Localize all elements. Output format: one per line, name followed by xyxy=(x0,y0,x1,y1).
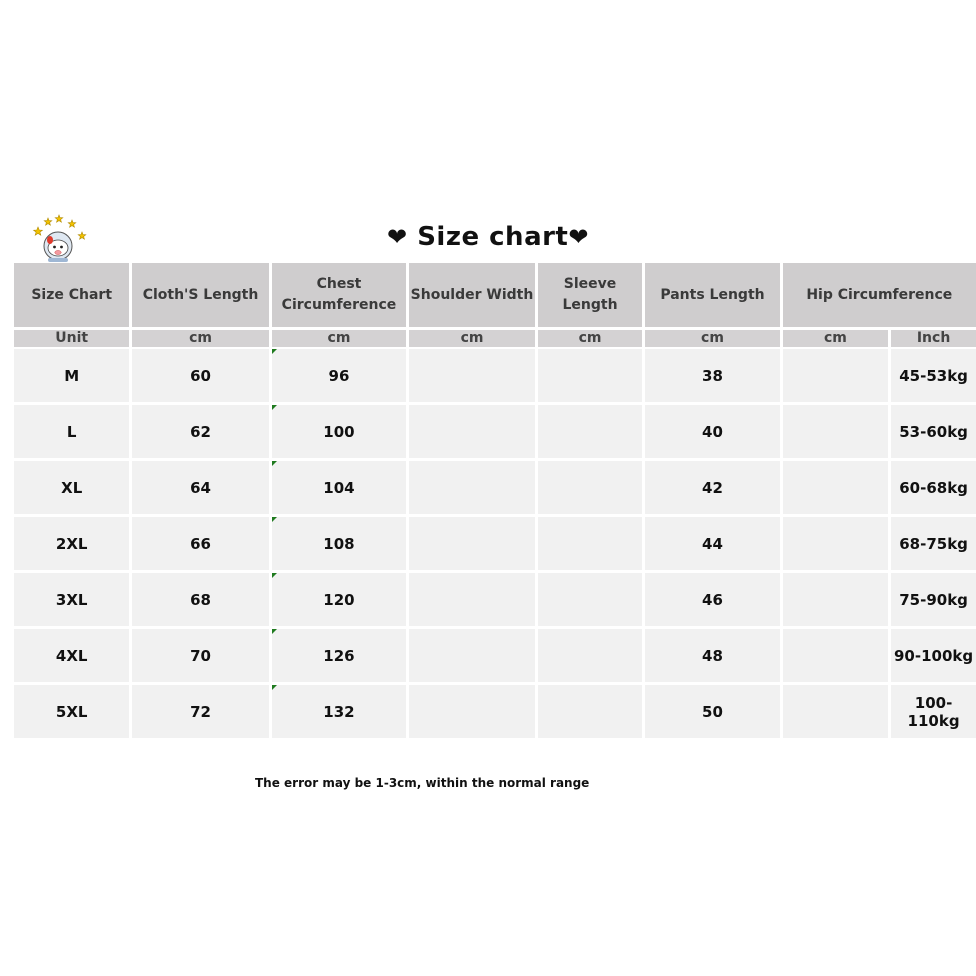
hip-cell xyxy=(783,461,892,517)
length-cell: 64 xyxy=(132,461,271,517)
pants-cell: 50 xyxy=(645,685,782,738)
comment-marker-icon xyxy=(272,685,277,690)
header-row xyxy=(14,263,976,330)
unit-row xyxy=(14,330,976,349)
weight-cell: 53-60kg xyxy=(891,405,976,461)
unit-cell: cm xyxy=(645,330,782,349)
header-cell: Chest Circumference xyxy=(272,263,410,330)
sleeve-cell xyxy=(538,349,646,405)
size-chart-table xyxy=(14,263,976,738)
pants-cell: 40 xyxy=(645,405,782,461)
length-cell: 68 xyxy=(132,573,271,629)
heart-icon: ❤ xyxy=(568,223,589,251)
table-row xyxy=(14,685,976,738)
weight-cell: 75-90kg xyxy=(891,573,976,629)
length-cell: 60 xyxy=(132,349,271,405)
weight-cell: 68-75kg xyxy=(891,517,976,573)
header-cell: Sleeve Length xyxy=(538,263,646,330)
sleeve-cell xyxy=(538,573,646,629)
table-row xyxy=(14,349,976,405)
chest-cell: 96 xyxy=(272,349,410,405)
table-row xyxy=(14,573,976,629)
length-cell: 72 xyxy=(132,685,271,738)
error-note: The error may be 1-3cm, within the normal range xyxy=(255,776,590,790)
weight-cell: 100-110kg xyxy=(891,685,976,738)
comment-marker-icon xyxy=(272,517,277,522)
size-cell: 5XL xyxy=(14,685,132,738)
chest-cell: 132 xyxy=(272,685,410,738)
weight-cell: 45-53kg xyxy=(891,349,976,405)
unit-cell: cm xyxy=(409,330,538,349)
hip-cell xyxy=(783,573,892,629)
comment-marker-icon xyxy=(272,349,277,354)
table-row xyxy=(14,517,976,573)
shoulder-cell xyxy=(409,461,538,517)
chest-cell: 126 xyxy=(272,629,410,685)
pants-cell: 42 xyxy=(645,461,782,517)
shoulder-cell xyxy=(409,629,538,685)
chest-cell: 104 xyxy=(272,461,410,517)
length-cell: 62 xyxy=(132,405,271,461)
size-cell: L xyxy=(14,405,132,461)
sleeve-cell xyxy=(538,685,646,738)
unit-cell: cm xyxy=(132,330,271,349)
size-cell: XL xyxy=(14,461,132,517)
page-title xyxy=(0,222,976,252)
chest-cell: 120 xyxy=(272,573,410,629)
header-cell: Size Chart xyxy=(14,263,132,330)
hip-cell xyxy=(783,349,892,405)
comment-marker-icon xyxy=(272,629,277,634)
pants-cell: 46 xyxy=(645,573,782,629)
sleeve-cell xyxy=(538,629,646,685)
size-cell: 3XL xyxy=(14,573,132,629)
unit-cell: Inch xyxy=(891,330,976,349)
shoulder-cell xyxy=(409,405,538,461)
hip-cell xyxy=(783,517,892,573)
pants-cell: 44 xyxy=(645,517,782,573)
header-cell: Shoulder Width xyxy=(409,263,538,330)
title-text: Size chart xyxy=(417,222,569,252)
chest-cell: 100 xyxy=(272,405,410,461)
unit-cell: cm xyxy=(272,330,410,349)
length-cell: 70 xyxy=(132,629,271,685)
header-cell: Hip Circumference xyxy=(783,263,976,330)
size-cell: M xyxy=(14,349,132,405)
hip-cell xyxy=(783,629,892,685)
length-cell: 66 xyxy=(132,517,271,573)
table-row xyxy=(14,629,976,685)
hip-cell xyxy=(783,685,892,738)
comment-marker-icon xyxy=(272,461,277,466)
table-row xyxy=(14,461,976,517)
weight-cell: 60-68kg xyxy=(891,461,976,517)
shoulder-cell xyxy=(409,573,538,629)
unit-cell: cm xyxy=(783,330,892,349)
sleeve-cell xyxy=(538,517,646,573)
shoulder-cell xyxy=(409,685,538,738)
sleeve-cell xyxy=(538,461,646,517)
size-cell: 2XL xyxy=(14,517,132,573)
size-cell: 4XL xyxy=(14,629,132,685)
hip-cell xyxy=(783,405,892,461)
comment-marker-icon xyxy=(272,405,277,410)
pants-cell: 48 xyxy=(645,629,782,685)
shoulder-cell xyxy=(409,517,538,573)
heart-icon: ❤ xyxy=(387,223,408,251)
chest-cell: 108 xyxy=(272,517,410,573)
table-row xyxy=(14,405,976,461)
unit-cell: Unit xyxy=(14,330,132,349)
pants-cell: 38 xyxy=(645,349,782,405)
weight-cell: 90-100kg xyxy=(891,629,976,685)
shoulder-cell xyxy=(409,349,538,405)
sleeve-cell xyxy=(538,405,646,461)
unit-cell: cm xyxy=(538,330,646,349)
comment-marker-icon xyxy=(272,573,277,578)
header-cell: Cloth'S Length xyxy=(132,263,271,330)
header-cell: Pants Length xyxy=(645,263,782,330)
